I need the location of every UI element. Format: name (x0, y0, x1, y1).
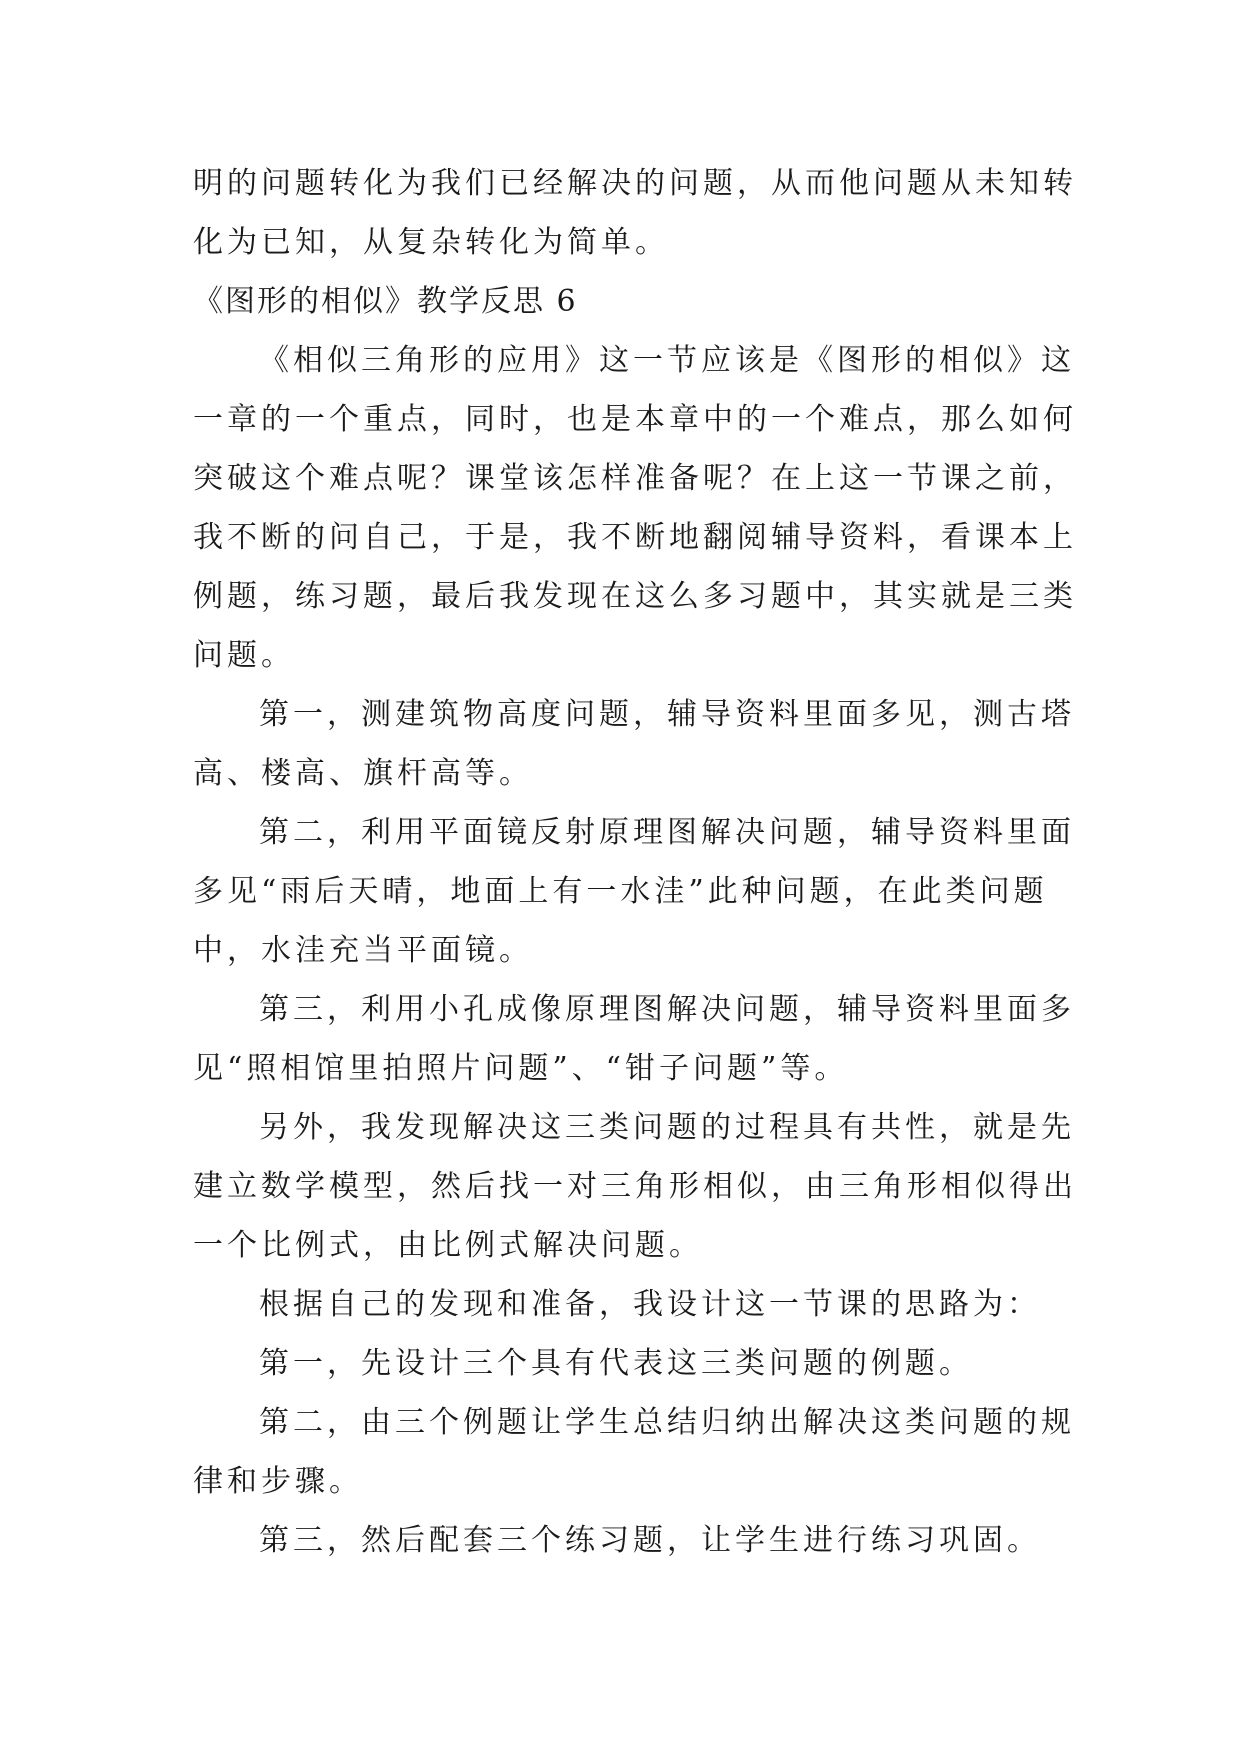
paragraph-start: 第三，然后配套三个练习题，让学生进行练习巩固。 (259, 1523, 1041, 1558)
text-line: 突破这个难点呢？课堂该怎样准备呢？在上这一节课之前， (193, 461, 1077, 496)
text-line: 例题，练习题，最后我发现在这么多习题中，其实就是三类 (193, 579, 1077, 614)
text-line: 我不断的问自己，于是，我不断地翻阅辅导资料，看课本上 (193, 520, 1077, 555)
text-line: 律和步骤。 (193, 1464, 363, 1499)
text-line: 问题。 (193, 638, 295, 673)
paragraph-start: 《相似三角形的应用》这一节应该是《图形的相似》这 (259, 343, 1075, 378)
document-body (193, 154, 1077, 1570)
text-line: 明的问题转化为我们已经解决的问题，从而他问题从未知转 (193, 166, 1077, 201)
paragraph-start: 第三，利用小孔成像原理图解决问题，辅导资料里面多 (259, 992, 1075, 1027)
text-line: 一个比例式，由比例式解决问题。 (193, 1228, 703, 1263)
text-line: 化为已知，从复杂转化为简单。 (193, 225, 669, 260)
paragraph-start: 第二，由三个例题让学生总结归纳出解决这类问题的规 (259, 1405, 1075, 1440)
paragraph-start: 根据自己的发现和准备，我设计这一节课的思路为： (259, 1287, 1041, 1322)
paragraph-start: 另外，我发现解决这三类问题的过程具有共性，就是先 (259, 1110, 1075, 1145)
paragraph-start: 第一，测建筑物高度问题，辅导资料里面多见，测古塔 (259, 697, 1075, 732)
paragraph-start: 第一，先设计三个具有代表这三类问题的例题。 (259, 1346, 973, 1381)
text-line: 高、楼高、旗杆高等。 (193, 756, 533, 791)
section-heading: 《图形的相似》教学反思 6 (193, 284, 578, 319)
text-line: 见“照相馆里拍照片问题”、“钳子问题”等。 (193, 1051, 849, 1086)
text-line: 一章的一个重点，同时，也是本章中的一个难点，那么如何 (193, 402, 1077, 437)
text-line: 建立数学模型，然后找一对三角形相似，由三角形相似得出 (193, 1169, 1077, 1204)
paragraph-start: 第二，利用平面镜反射原理图解决问题，辅导资料里面 (259, 815, 1075, 850)
text-line: 多见“雨后天晴，地面上有一水洼”此种问题，在此类问题 (193, 874, 1048, 909)
text-line: 中，水洼充当平面镜。 (193, 933, 533, 968)
